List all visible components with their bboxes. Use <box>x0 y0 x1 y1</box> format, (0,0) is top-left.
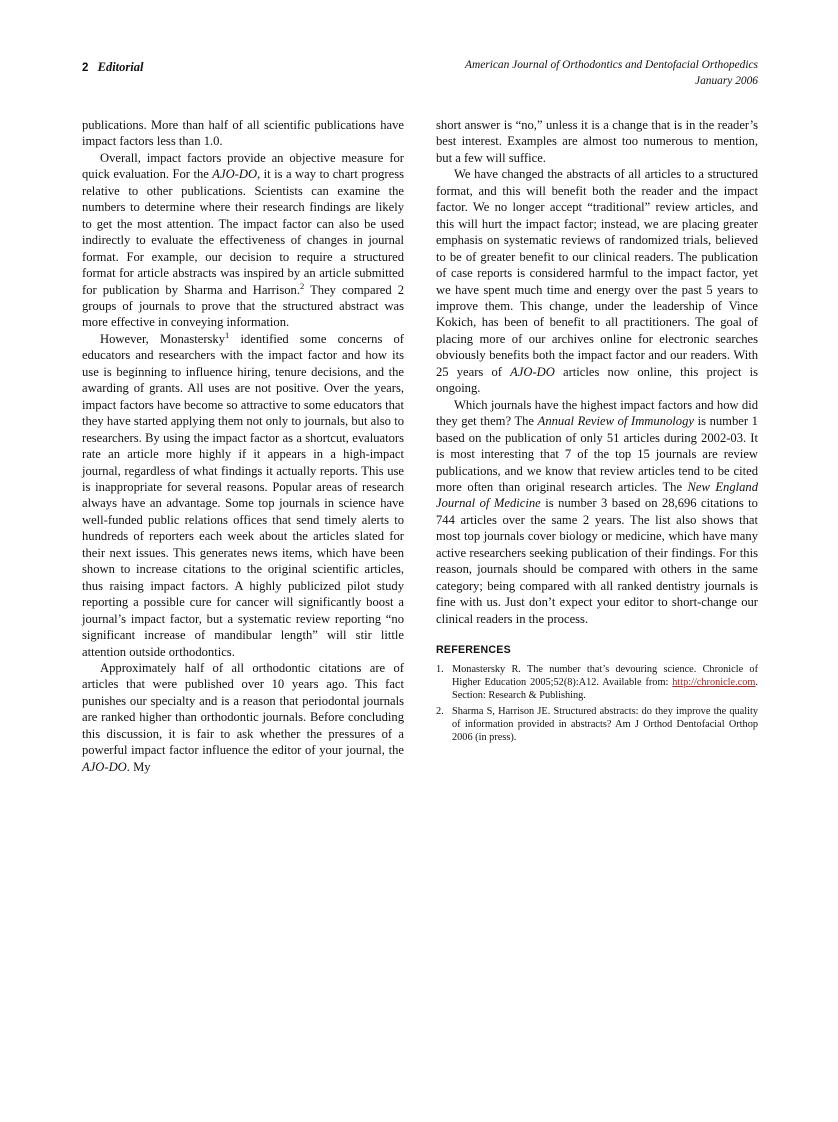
text-run: . My <box>126 759 151 774</box>
left-column-text <box>82 117 404 775</box>
running-head-right <box>465 58 758 89</box>
body-paragraph <box>82 660 404 775</box>
column-right <box>436 117 758 746</box>
column-left <box>82 117 404 775</box>
section-label: Editorial <box>97 60 144 74</box>
text-run: , it is a way to chart progress relative to other publications. Scientists can examine the numbers to determine where their research findings are likely to get the most attention. The impact factor can also be used indirectly to evaluate the effectiveness of changes in journal format. For example, our decision to require a structured format for article abstracts was inspired by an article submitted for publication by Sharma and Harrison. <box>82 167 405 297</box>
text-run: Monastersky R. The number that’s devouring science. Chronicle of Higher Education 2005;52(8):A12. Available from: <box>452 664 758 689</box>
italic-title: AJO-DO <box>82 759 127 774</box>
text-run: is number 1 based on the publication of only 51 articles during 2002-03. It is most interesting that 7 of the top 15 journals are review publications, and we know that review articles tend to be cited more often than original research articles. The <box>436 414 758 494</box>
reference-url-link[interactable]: http://chronicle.com <box>672 677 756 689</box>
italic-title: AJO-DO <box>212 167 258 182</box>
text-run: They compared 2 groups of journals to prove that the structured abstract was more effective in conveying information. <box>82 282 404 330</box>
journal-title: American Journal of Orthodontics and Dentofacial Orthopedics <box>465 59 758 71</box>
body-paragraph <box>82 331 404 660</box>
text-run: Sharma S, Harrison JE. Structured abstracts: do they improve the quality of information provided in abstracts? Am J Orthod Dentofacial Orthop 2006 (in press). <box>452 705 758 744</box>
reference-marker[interactable]: 2 <box>300 280 305 291</box>
reference-list <box>436 663 758 744</box>
text-run: articles now online, this project is ongoing. <box>436 364 758 396</box>
running-head-left <box>82 58 143 76</box>
text-run: Which journals have the highest impact factors and how did they get them? The <box>436 397 758 429</box>
text-run: . Section: Research & Publishing. <box>452 677 758 702</box>
text-run: Overall, impact factors provide an objective measure for quick evaluation. For the <box>82 150 404 182</box>
italic-title: New England Journal of Medicine <box>436 479 759 511</box>
body-paragraph <box>436 166 758 396</box>
references-heading: REFERENCES <box>436 644 511 657</box>
references-section <box>436 644 758 744</box>
reference-number: 2. <box>436 705 444 717</box>
reference-marker[interactable]: 1 <box>225 329 230 340</box>
reference-item <box>436 663 758 703</box>
italic-title: Annual Review of Immunology <box>537 414 694 429</box>
text-run: Approximately half of all orthodontic citations are of articles that were published over 10 years ago. This fact punishes our specialty and is a reason that periodontal journals are ranked higher than orthodontic journals. Before concluding this discussion, it is fair to ask whether the pressures of a powerful impact factor influence the editor of your journal, the <box>82 660 404 758</box>
issue-date: January 2006 <box>695 74 758 87</box>
reference-item <box>436 705 758 745</box>
body-paragraph <box>436 117 758 166</box>
body-paragraph <box>82 150 404 331</box>
reference-number: 1. <box>436 664 444 676</box>
text-run: is number 3 based on 28,696 citations to 744 articles over the same 2 years. The list also shows that most top journals cover biology or medicine, which have many active researchers seeking publication of their findings. For this reason, journals should be compared with others in the same category; being compared with all ranked dentistry journals is fine with us. Just don’t expect your editor to short-change our clinical readers in the process. <box>436 496 758 626</box>
italic-title: AJO-DO <box>510 364 555 379</box>
text-run: publications. More than half of all scientific publications have impact factors less than 1.0. <box>82 118 404 149</box>
body-paragraph <box>436 397 758 627</box>
text-run: However, Monastersky <box>100 331 226 346</box>
text-run: short answer is “no,” unless it is a change that is in the reader’s best interest. Examples are almost too numerous to mention, but a few will suffice. <box>436 118 758 165</box>
text-run: identified some concerns of educators and researchers with the impact factor and how its use is beginning to influence hiring, tenure decisions, and the awarding of grants. All uses are not positive. Over the years, impact factors have become so attractive to some educators that they have started applying them not only to journals, but also to researchers. By using the impact factor as a shortcut, evaluators rate an article more highly if it appears in a high-impact journal, regardless of what findings it actually reports. This use is inappropriate for several reasons. Popular areas of research always have an advantage. Some top journals in science have well-funded public relations offices that send timely alerts to hundreds of reporters each week about the articles slated for their next issues. This generates news items, which have been shown to increase citations to the original scientific articles, thus raising impact factors. A highly publicized pilot study reporting a possible cure for cancer will significantly boost a journal’s impact factor, but a systematic review reporting “no significant increase of mandibular length” will stir little attention outside orthodontics. <box>82 331 404 659</box>
running-head <box>82 58 758 98</box>
right-column-text <box>436 117 758 627</box>
body-paragraph <box>82 117 404 150</box>
page-number: 2 <box>82 62 89 74</box>
text-run: We have changed the abstracts of all articles to a structured format, and this will benefit both the reader and the impact factor. We no longer accept “traditional” review articles, and this will hurt the impact factor; instead, we are placing greater emphasis on systematic reviews of randomized trials, believed to be of greater benefit to our clinical readers. The publication of case reports is considered harmful to the impact factor, yet we have spent much time and energy over the past 5 years to improve them. This change, under the leadership of Vince Kokich, has been of benefit to all practitioners. The goal of placing more of our archives online for electronic searches obviously benefits both the impact factor and our readers. With 25 years of <box>436 167 758 379</box>
